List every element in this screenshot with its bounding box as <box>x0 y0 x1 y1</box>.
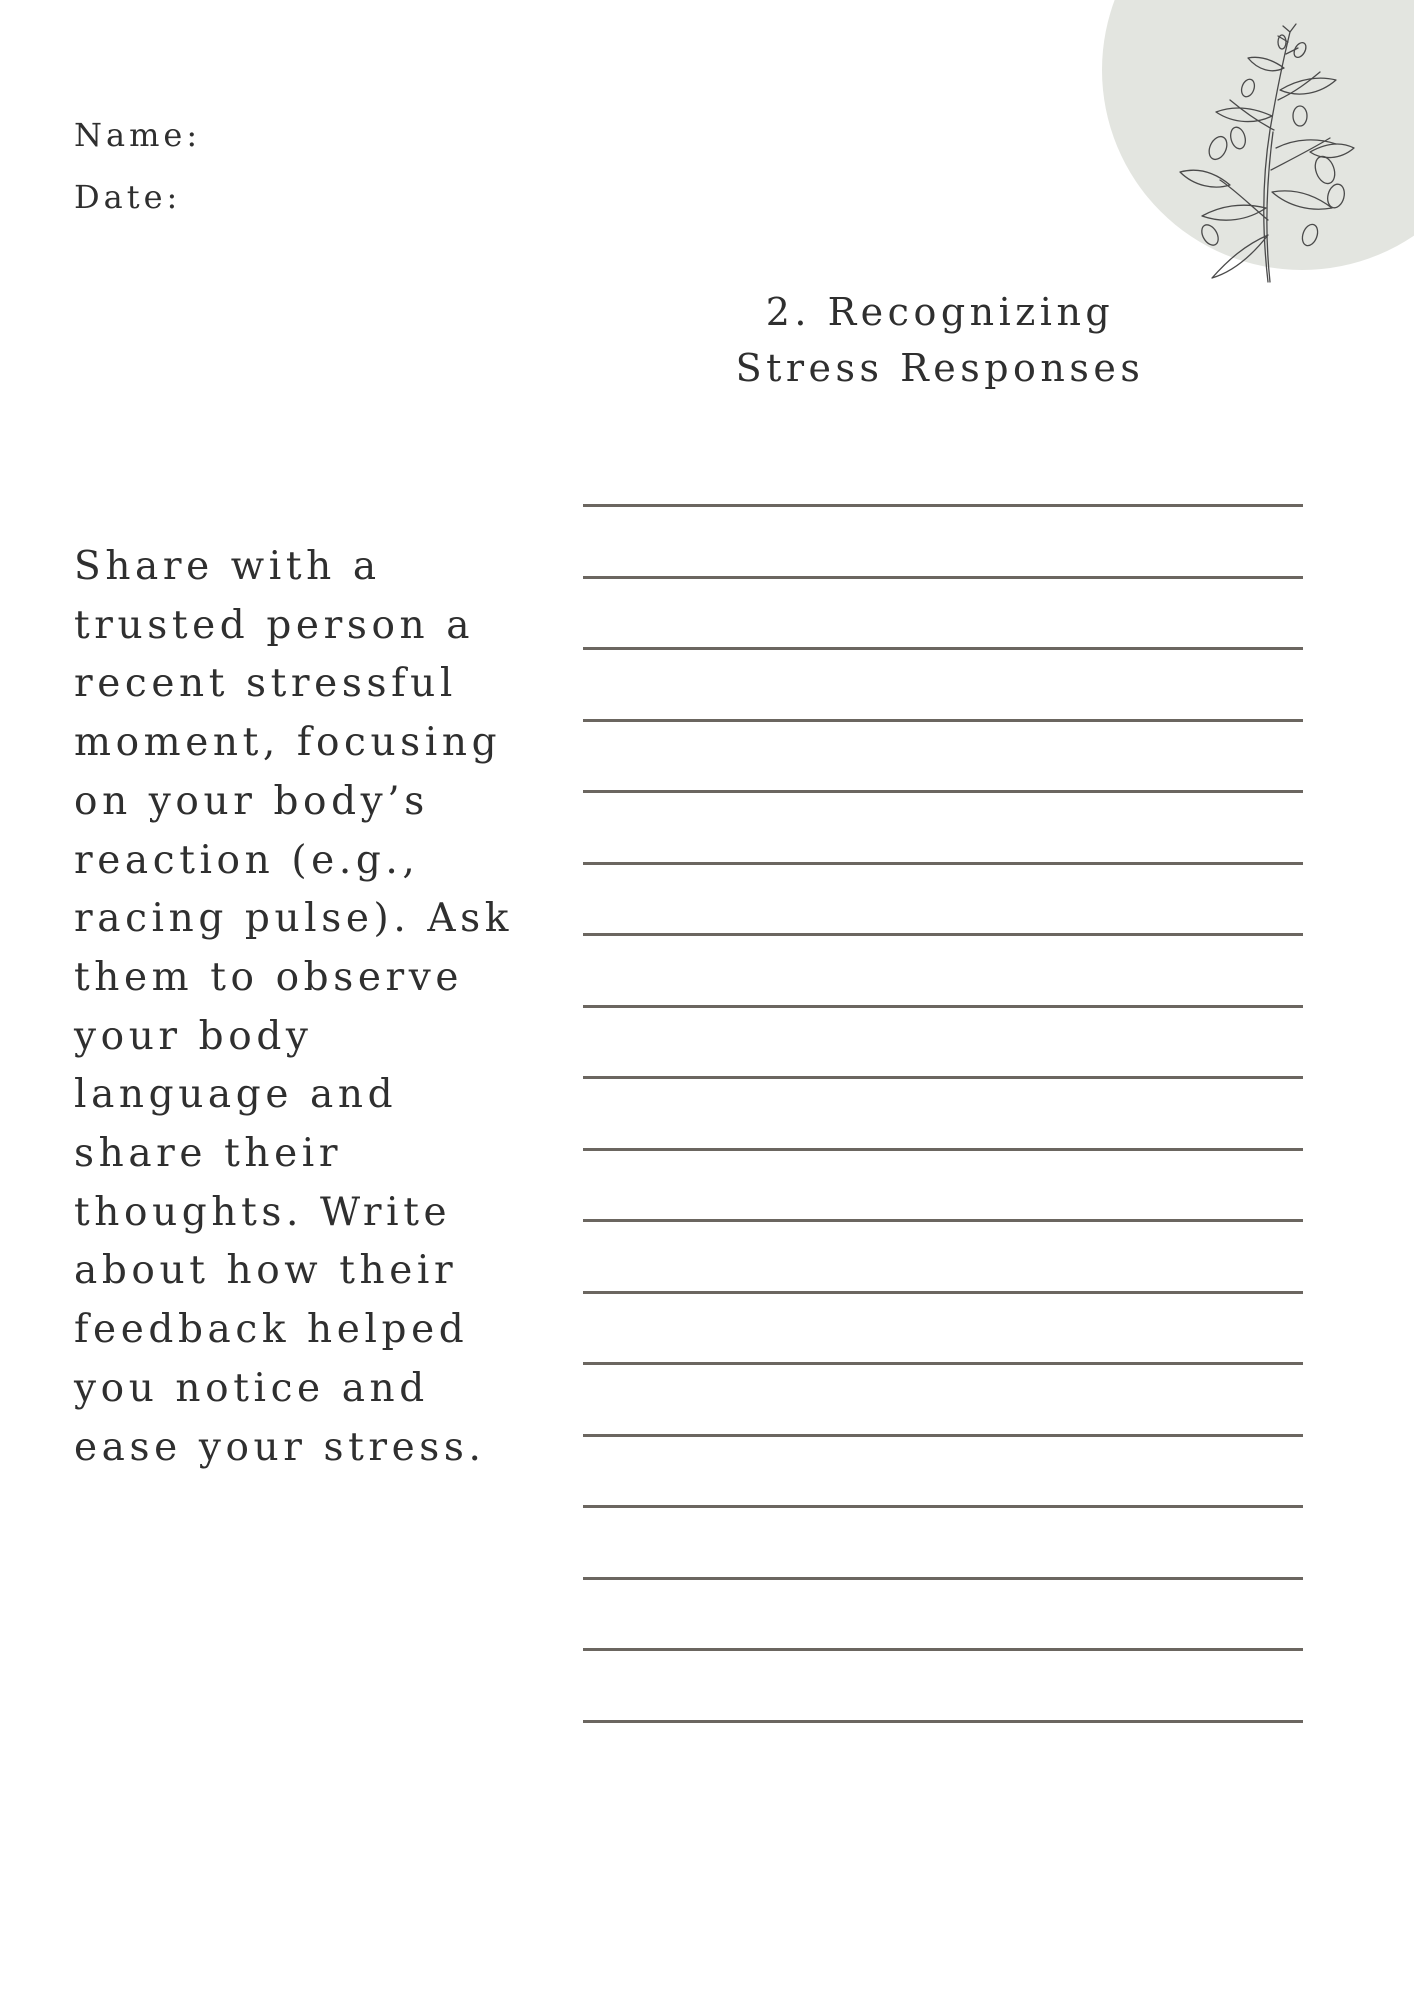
prompt-line: trusted person a <box>74 602 475 648</box>
prompt-line: your body <box>74 1013 313 1059</box>
writing-line[interactable] <box>583 1362 1303 1365</box>
writing-lines <box>583 0 1303 2000</box>
title-line-2: Stress Responses <box>735 346 1145 390</box>
prompt-line: recent stressful <box>74 661 457 707</box>
writing-line[interactable] <box>583 647 1303 650</box>
writing-line[interactable] <box>583 1577 1303 1580</box>
prompt-line: language and <box>74 1072 398 1118</box>
prompt-line: Share with a <box>74 544 381 589</box>
writing-line[interactable] <box>583 1648 1303 1651</box>
writing-line[interactable] <box>583 1219 1303 1222</box>
prompt-line: ease your stress. <box>74 1424 486 1470</box>
title-line-1: 2. Recognizing <box>765 290 1115 334</box>
prompt-line: reaction (e.g., <box>74 837 420 883</box>
writing-line[interactable] <box>583 1291 1303 1294</box>
prompt-line: moment, focusing <box>74 720 502 766</box>
prompt-line: racing pulse). Ask <box>74 896 513 942</box>
writing-line[interactable] <box>583 576 1303 579</box>
writing-line[interactable] <box>583 862 1303 865</box>
writing-line[interactable] <box>583 1720 1303 1723</box>
writing-line[interactable] <box>583 933 1303 936</box>
writing-line[interactable] <box>583 1148 1303 1151</box>
prompt-line: share their <box>74 1131 343 1177</box>
prompt-text <box>74 538 594 1477</box>
writing-line[interactable] <box>583 1434 1303 1437</box>
writing-line[interactable] <box>583 790 1303 793</box>
date-label: Date: <box>74 178 182 216</box>
writing-line[interactable] <box>583 719 1303 722</box>
writing-line[interactable] <box>583 1076 1303 1079</box>
prompt-line: on your body’s <box>74 778 429 824</box>
writing-line[interactable] <box>583 1505 1303 1508</box>
writing-line[interactable] <box>583 1005 1303 1008</box>
prompt-line: about how their <box>74 1248 458 1294</box>
writing-line[interactable] <box>583 504 1303 507</box>
name-label: Name: <box>74 116 202 154</box>
prompt-line: you notice and <box>74 1365 429 1411</box>
prompt-line: feedback helped <box>74 1307 469 1353</box>
prompt-line: thoughts. Write <box>74 1189 452 1235</box>
prompt-line: them to observe <box>74 954 464 1000</box>
